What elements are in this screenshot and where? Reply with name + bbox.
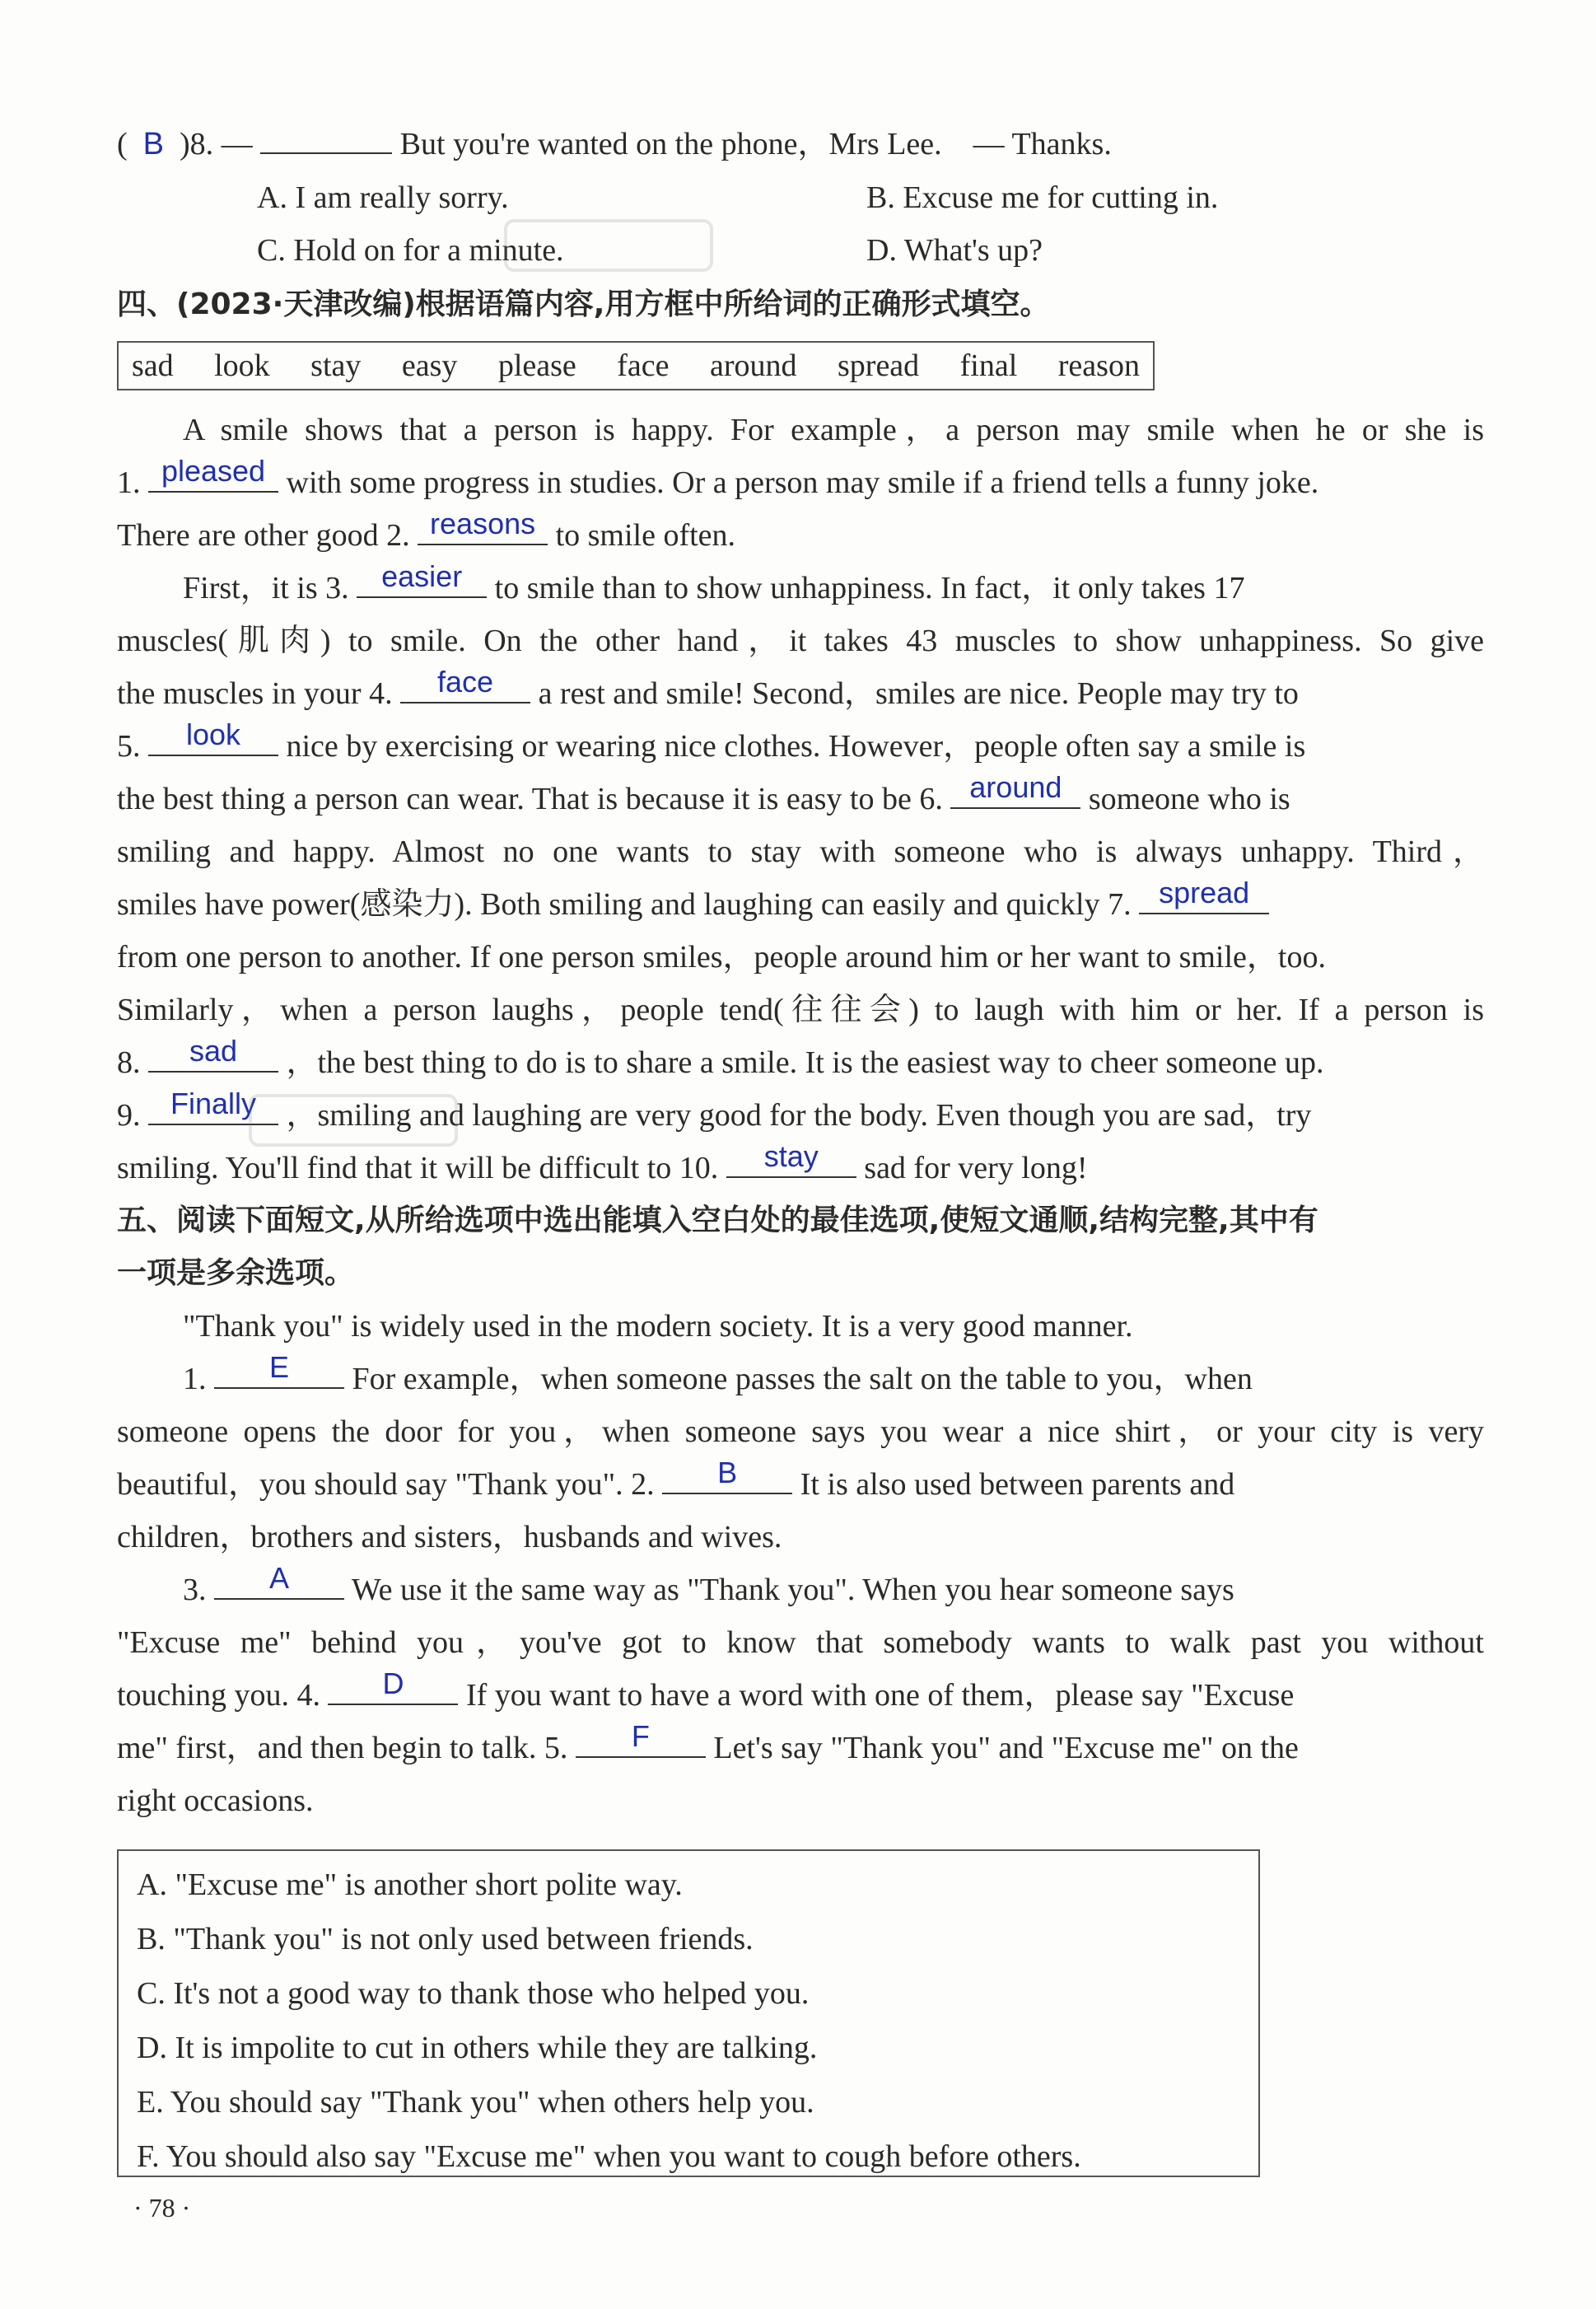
answer-blank-6: around: [950, 774, 1080, 809]
passage-line: 8. sad ，the best thing to do is to share a smile. It is the easiest way to cheer someone up.: [117, 1034, 1324, 1080]
word-box-word: please: [497, 348, 576, 383]
passage-line: 5. look nice by exercising or wearing nice clothes. However，people often say a smile is: [117, 717, 1306, 764]
question-8-option-a: A. I am really sorry.: [257, 180, 509, 215]
section-5-heading: 五、阅读下面短文,从所给选项中选出能填入空白处的最佳选项,使短文通顺,结构完整,其中有: [117, 1204, 1318, 1237]
passage-line: A smile shows that a person is happy. For example，a person may smile when he or she is: [183, 413, 1484, 447]
passage-line: smiling. You'll find that it will be difficult to 10. stay sad for very long!: [117, 1139, 1088, 1185]
passage-line: "Excuse me" behind you，you've got to know that somebody wants to walk past you without: [117, 1625, 1484, 1660]
passage-line: the muscles in your 4. face a rest and smile! Second，smiles are nice. People may try to: [117, 665, 1299, 711]
option-blank-2: B: [662, 1460, 792, 1494]
option-e: E. You should say "Thank you" when others help you.: [137, 2085, 814, 2120]
passage-line: from one person to another. If one person smiles，people around him or her want to smile，too.: [117, 940, 1326, 975]
option-f: F. You should also say "Excuse me" when you want to cough before others.: [137, 2139, 1081, 2174]
options-box: [117, 1849, 1260, 2177]
passage-line: the best thing a person can wear. That is because it is easy to be 6. around someone who is: [117, 770, 1290, 816]
question-8-stem: ( B )8. — But you're wanted on the phone，Mrs Lee. — Thanks.: [117, 118, 1484, 171]
answer-blank-5: look: [148, 722, 278, 756]
question-8-answer: B: [142, 127, 165, 161]
passage-line: 1. E For example，when someone passes the salt on the table to you，when: [183, 1350, 1253, 1396]
passage-line: 3. A We use it the same way as "Thank you". When you hear someone says: [183, 1561, 1234, 1607]
answer-blank-1: pleased: [148, 458, 278, 493]
option-blank-1: E: [214, 1354, 344, 1389]
option-a: A. "Excuse me" is another short polite way.: [137, 1867, 683, 1902]
answer-blank-7: spread: [1139, 880, 1269, 914]
word-box-word: easy: [401, 348, 458, 383]
passage-line: right occasions.: [117, 1783, 314, 1818]
word-box: [117, 341, 1155, 390]
passage-line: "Thank you" is widely used in the modern society. It is a very good manner.: [183, 1309, 1133, 1344]
word-box-word: reason: [1057, 348, 1140, 383]
section-5-heading-cont: 一项是多余选项。: [117, 1256, 355, 1290]
answer-blank-4: face: [400, 669, 530, 703]
option-blank-4: D: [328, 1671, 458, 1705]
passage-line: smiling and happy. Almost no one wants to stay with someone who is always unhappy. Third，: [117, 834, 1484, 869]
passage-line: someone opens the door for you，when someone says you wear a nice shirt，or your city is very: [117, 1414, 1484, 1449]
answer-blank-10: stay: [726, 1143, 856, 1178]
watermark-mark: [502, 213, 716, 278]
option-b: B. "Thank you" is not only used between friends.: [137, 1922, 754, 1956]
page-number: · 78 ·: [133, 2193, 191, 2223]
answer-blank-9: Finally: [148, 1091, 278, 1125]
passage-line: smiles have power(感染力). Both smiling and laughing can easily and quickly 7. spread: [117, 878, 1484, 931]
passage-line: 9. Finally ，smiling and laughing are very good for the body. Even though you are sad，try: [117, 1087, 1312, 1133]
word-box-word: spread: [838, 348, 920, 383]
word-box-word: stay: [310, 348, 362, 383]
option-c: C. It's not a good way to thank those who helped you.: [137, 1976, 810, 2011]
word-box-word: around: [710, 348, 797, 383]
watermark-mark: [247, 1087, 461, 1153]
word-box-word: look: [214, 348, 270, 383]
word-box-word: sad: [132, 348, 174, 383]
option-d: D. It is impolite to cut in others while they are talking.: [137, 2031, 818, 2065]
passage-line: There are other good 2. reasons to smile often.: [117, 507, 736, 553]
question-8-option-c: C. Hold on for a minute.: [257, 233, 564, 268]
passage-line: 1. pleased with some progress in studies. Or a person may smile if a friend tells a funny joke.: [117, 454, 1319, 500]
answer-blank-2: reasons: [418, 511, 548, 545]
answer-blank-3: easier: [357, 563, 487, 598]
watermark: [247, 1087, 461, 1166]
question-8-option-d: D. What's up?: [866, 233, 1043, 268]
passage-line: muscles(肌肉) to smile. On the other hand，it takes 43 muscles to show unhappiness. So give: [117, 624, 1484, 658]
passage-line: Similarly，when a person laughs，people tend(往往会) to laugh with him or her. If a person is: [117, 993, 1484, 1027]
question-8-blank: [260, 119, 392, 154]
passage-line: touching you. 4. D If you want to have a word with one of them，please say "Excuse: [117, 1666, 1295, 1713]
word-box-word: face: [617, 348, 670, 383]
section-4-heading: 四、(2023·天津改编)根据语篇内容,用方框中所给词的正确形式填空。: [117, 287, 1050, 321]
word-box-word: final: [959, 348, 1018, 383]
passage-line: First，it is 3. easier to smile than to show unhappiness. In fact，it only takes 17: [183, 559, 1245, 605]
passage-line: children，brothers and sisters，husbands and wives.: [117, 1520, 782, 1554]
watermark: [502, 213, 716, 292]
passage-line: beautiful，you should say "Thank you". 2. B It is also used between parents and: [117, 1456, 1235, 1502]
passage-line: me" first，and then begin to talk. 5. F Let's say "Thank you" and "Excuse me" on the: [117, 1719, 1299, 1765]
question-8-option-b: B. Excuse me for cutting in.: [866, 180, 1219, 215]
option-blank-5: F: [576, 1723, 706, 1758]
answer-blank-8: sad: [148, 1038, 278, 1073]
option-blank-3: A: [214, 1565, 344, 1600]
